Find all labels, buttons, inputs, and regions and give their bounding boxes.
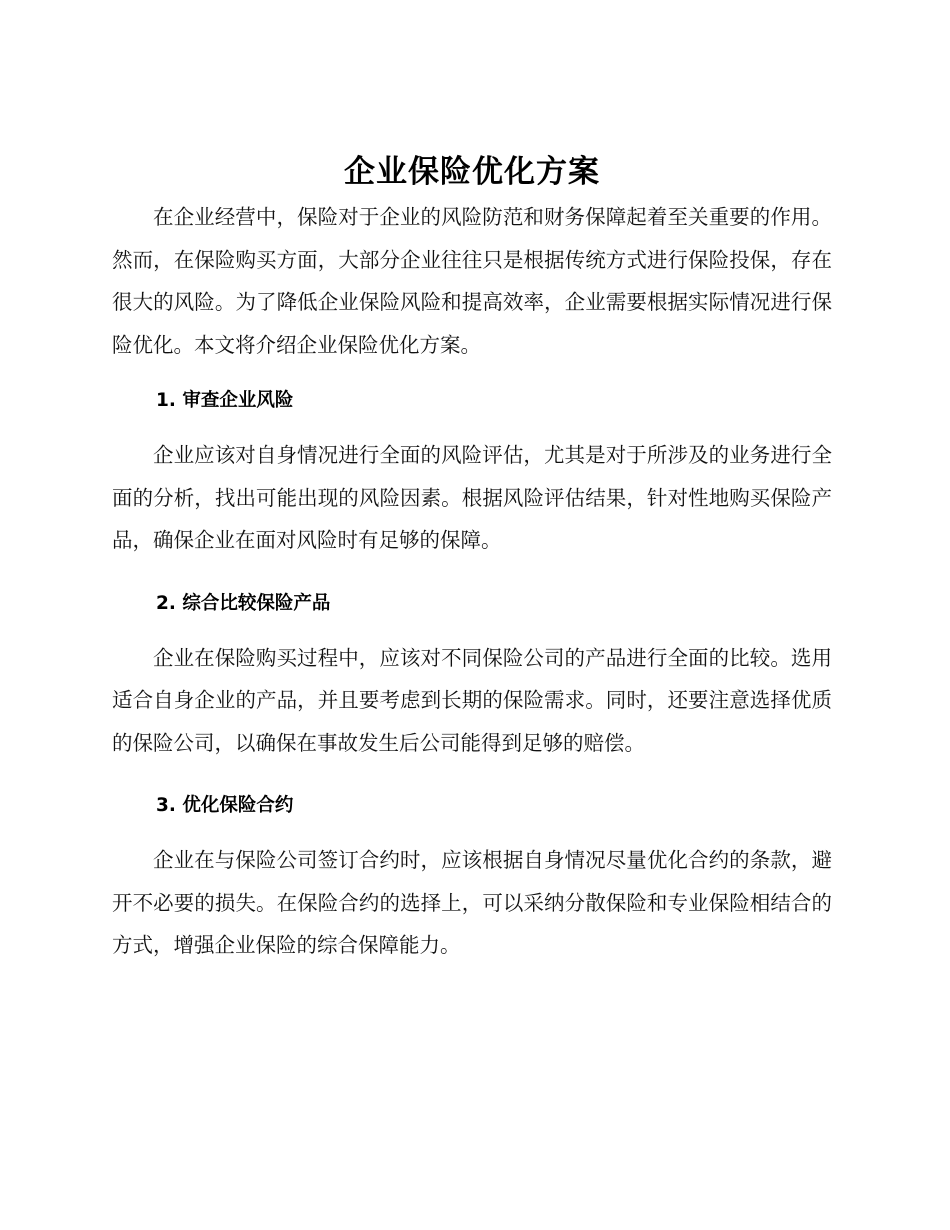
section-heading-compare-products: 2. 综合比较保险产品 bbox=[156, 592, 331, 614]
document-title: 企业保险优化方案 bbox=[344, 154, 600, 190]
section-heading-review-risk: 1. 审查企业风险 bbox=[156, 390, 294, 411]
intro-paragraph: 在企业经营中，保险对于企业的风险防范和财务保障起着至关重要的作用。然而，在保险购买方面，大部分企业往往只是根据传统方式进行保险投保，存在很大的风险。为了降低企业保险风险和提高效率，企业需要根据实际情况进行保险优化。本文将介绍企业保险优化方案。 bbox=[112, 205, 832, 357]
section-body-compare-products: 企业在保险购买过程中，应该对不同保险公司的产品进行全面的比较。选用适合自身企业的产品，并且要考虑到长期的保险需求。同时，还要注意选择优质的保险公司，以确保在事故发生后公司能得到足够的赔偿。 bbox=[112, 645, 832, 755]
section-body-review-risk: 企业应该对自身情况进行全面的风险评估，尤其是对于所涉及的业务进行全面的分析，找出可能出现的风险因素。根据风险评估结果，针对性地购买保险产品，确保企业在面对风险时有足够的保障。 bbox=[112, 443, 832, 552]
section-heading-optimize-contract: 3. 优化保险合约 bbox=[156, 795, 294, 816]
document-page bbox=[112, 140, 832, 967]
section-body-optimize-contract: 企业在与保险公司签订合约时，应该根据自身情况尽量优化合约的条款，避开不必要的损失。在保险合约的选择上，可以采纳分散保险和专业保险相结合的方式，增强企业保险的综合保障能力。 bbox=[112, 848, 832, 957]
